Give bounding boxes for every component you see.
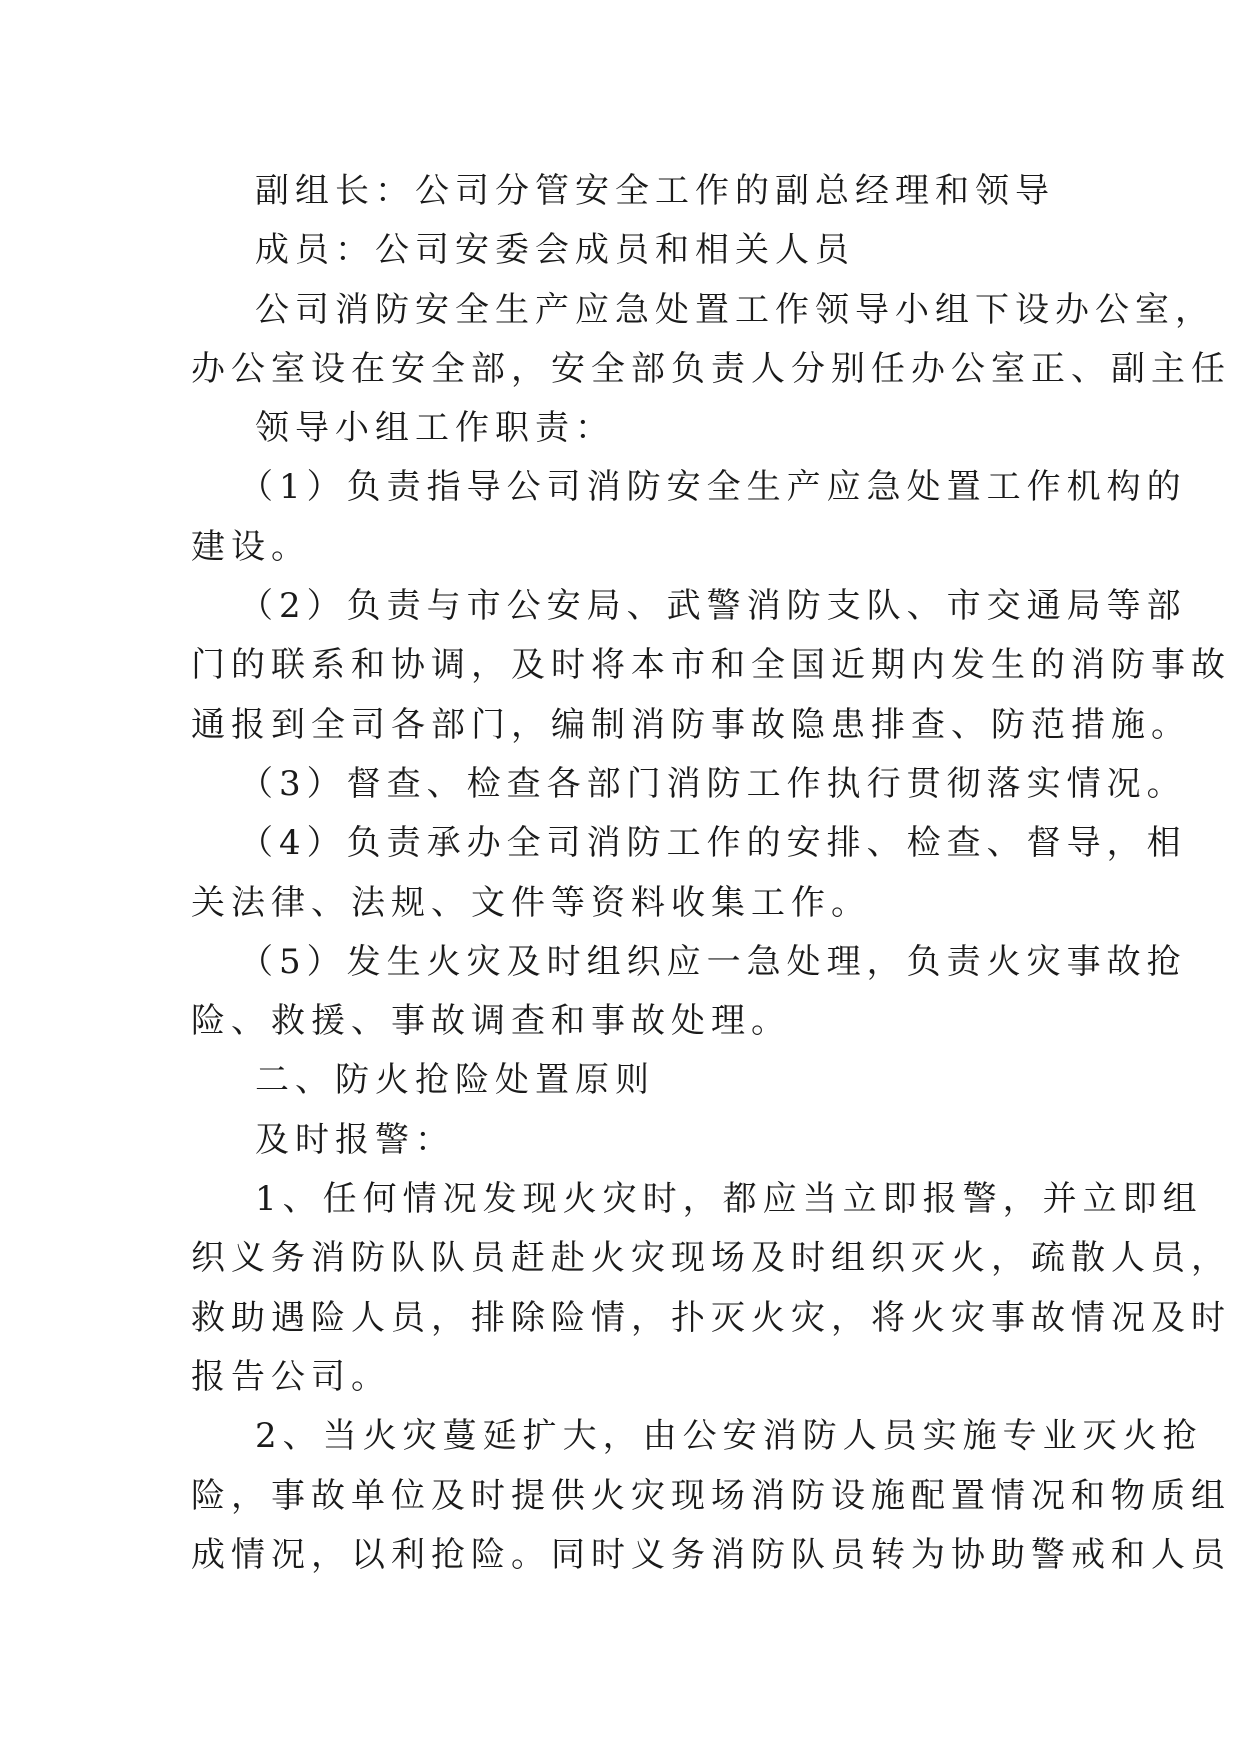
item-1-line-cont-1: 织义务消防队队员赶赴火灾现场及时组织灭火，疏散人员，: [191, 1238, 1231, 1279]
item-1-line-cont-3: 报告公司。: [191, 1356, 391, 1397]
timely-alarm-heading: 及时报警：: [255, 1119, 455, 1160]
duty-2-line-cont-2: 通报到全司各部门，编制消防事故隐患排查、防范措施。: [191, 704, 1191, 745]
office-setup-line-cont: 办公室设在安全部，安全部负责人分别任办公室正、副主任: [191, 348, 1231, 389]
duty-3-line: （3）督查、检查各部门消防工作执行贯彻落实情况。: [239, 763, 1187, 804]
section-2-heading: 二、防火抢险处置原则: [255, 1060, 655, 1101]
deputy-leader-line: 副组长：公司分管安全工作的副总经理和领导: [255, 171, 1055, 211]
duty-1-line: （1）负责指导公司消防安全生产应急处置工作机构的: [239, 467, 1187, 508]
duty-5-line: （5）发生火灾及时组织应一急处理，负责火灾事故抢: [239, 941, 1187, 982]
item-2-line-cont-1: 险，事故单位及时提供火灾现场消防设施配置情况和物质组: [191, 1475, 1231, 1516]
document-body: [191, 162, 1231, 1585]
duty-1-line-cont: 建设。: [191, 526, 311, 567]
item-2-line: 2、当火灾蔓延扩大，由公安消防人员实施专业灭火抢: [255, 1416, 1203, 1457]
members-line: 成员：公司安委会成员和相关人员: [255, 230, 855, 271]
duties-heading: 领导小组工作职责：: [255, 408, 615, 449]
item-1-line-cont-2: 救助遇险人员，排除险情，扑灭火灾，将火灾事故情况及时: [191, 1297, 1231, 1338]
office-setup-line: 公司消防安全生产应急处置工作领导小组下设办公室，: [255, 289, 1215, 330]
duty-2-line: （2）负责与市公安局、武警消防支队、市交通局等部: [239, 586, 1187, 627]
duty-5-line-cont: 险、救援、事故调查和事故处理。: [191, 1001, 791, 1042]
duty-4-line-cont: 关法律、法规、文件等资料收集工作。: [191, 882, 871, 923]
duty-2-line-cont-1: 门的联系和协调，及时将本市和全国近期内发生的消防事故: [191, 645, 1231, 686]
item-1-line: 1、任何情况发现火灾时，都应当立即报警，并立即组: [255, 1179, 1203, 1220]
item-2-line-cont-2: 成情况，以利抢险。同时义务消防队员转为协助警戒和人员: [191, 1534, 1231, 1575]
duty-4-line: （4）负责承办全司消防工作的安排、检查、督导，相: [239, 823, 1187, 864]
